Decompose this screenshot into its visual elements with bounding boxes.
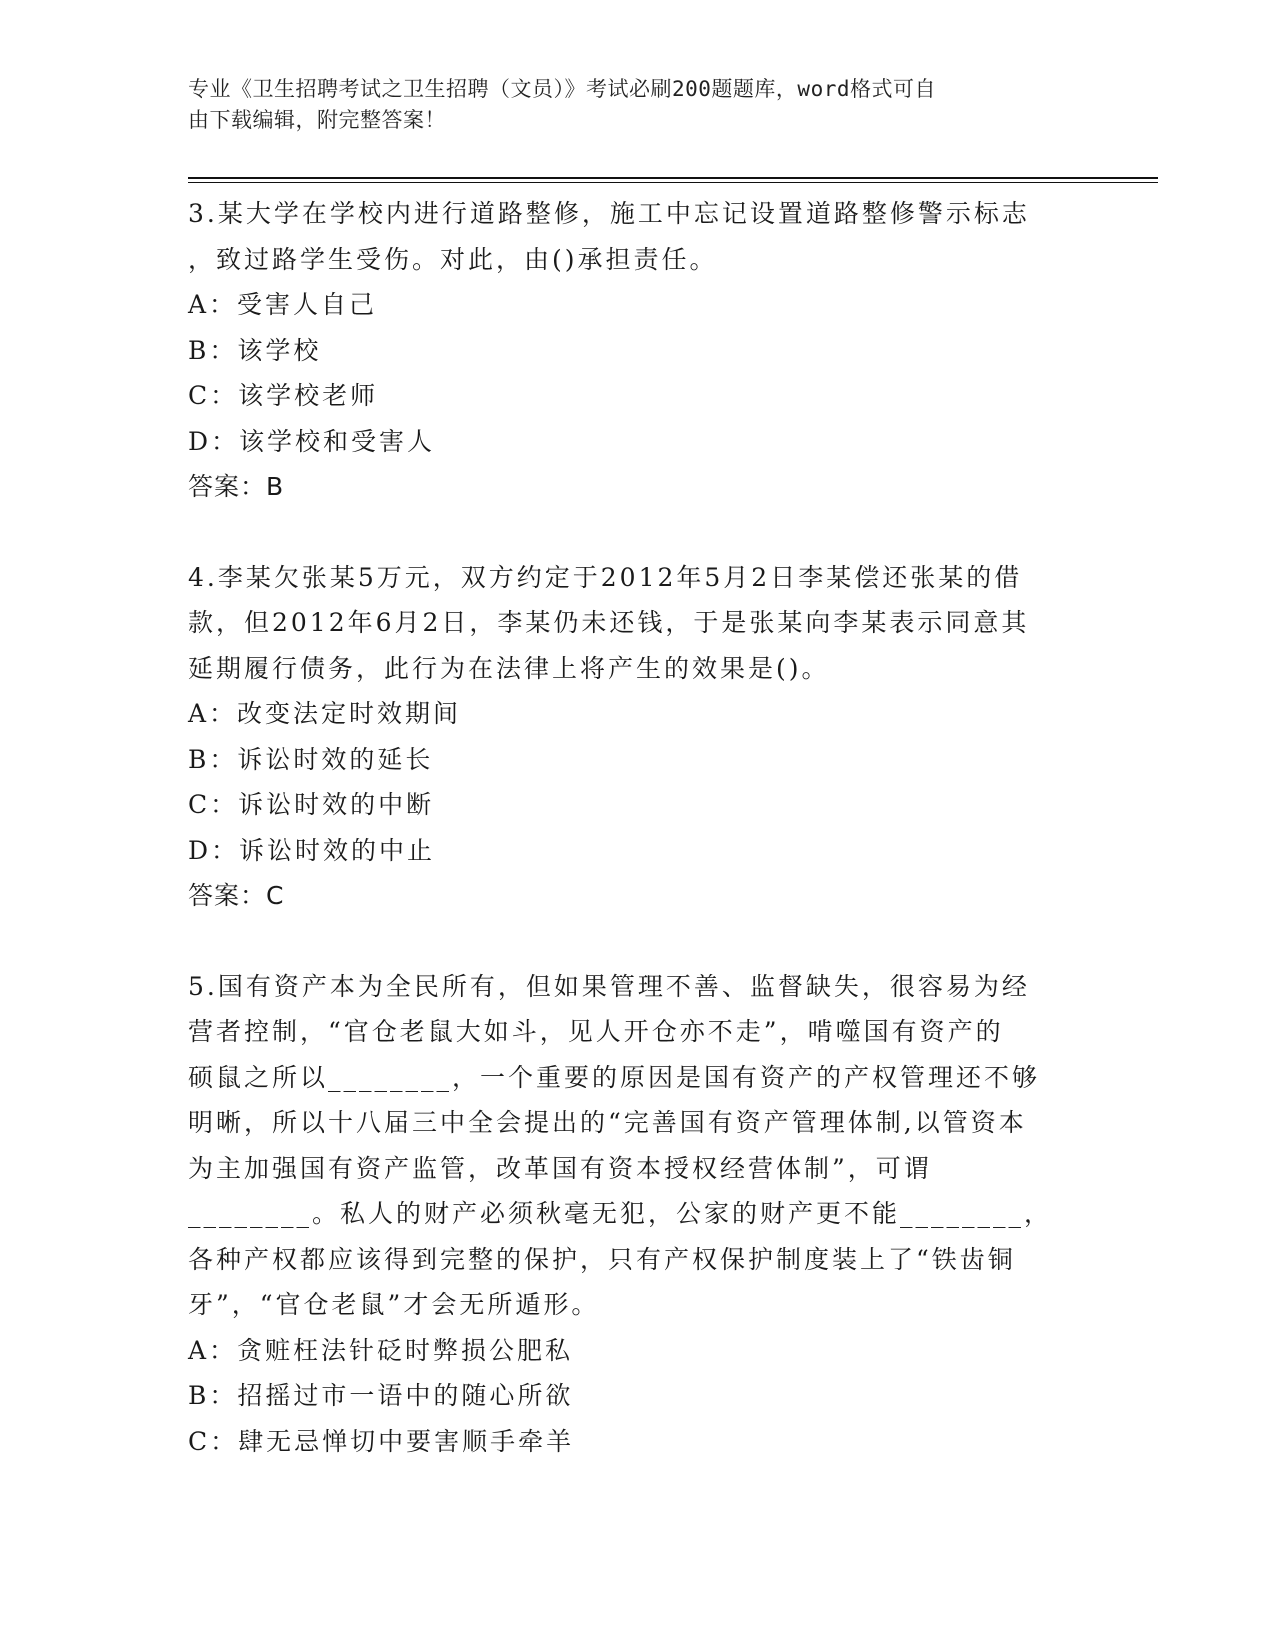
- questions-content: [188, 191, 1088, 1464]
- question-5-line-6: ________。私人的财产必须秋毫无犯，公家的财产更不能________，: [188, 1199, 1053, 1228]
- spacer: [188, 510, 1088, 555]
- document-header: [188, 74, 1068, 136]
- header-line-2: 由下载编辑，附完整答案！: [188, 108, 446, 132]
- header-rule-thin: [188, 182, 1158, 183]
- question-4-line-2: 款，但2012年6月2日，李某仍未还钱，于是张某向李某表示同意其: [188, 608, 1030, 637]
- question-4: [188, 555, 1088, 919]
- header-rule-thick: [188, 177, 1158, 179]
- question-5-line-7: 各种产权都应该得到完整的保护，只有产权保护制度装上了“铁齿铜: [188, 1244, 1016, 1274]
- question-4-line-3: 延期履行债务，此行为在法律上将产生的效果是()。: [188, 653, 830, 683]
- question-3-option-a: A：受害人自己: [188, 290, 378, 319]
- question-5-line-8: 牙”，“官仓老鼠”才会无所遁形。: [188, 1290, 600, 1319]
- question-3: [188, 191, 1088, 510]
- question-5-line-4: 明晰，所以十八届三中全会提出的“完善国有资产管理体制,以管资本: [188, 1108, 1027, 1137]
- question-3-option-d: D：该学校和受害人: [188, 426, 436, 456]
- question-5-line-1: 5.国有资产本为全民所有，但如果管理不善、监督缺失，很容易为经: [188, 971, 1030, 1001]
- question-5-line-3: 硕鼠之所以________，一个重要的原因是国有资产的产权管理还不够: [188, 1062, 1041, 1092]
- question-4-option-a: A：改变法定时效期间: [188, 699, 462, 728]
- question-5-option-a: A：贪赃枉法针砭时弊损公肥私: [188, 1335, 574, 1365]
- question-4-line-1: 4.李某欠张某5万元，双方约定于2012年5月2日李某偿还张某的借: [188, 562, 1023, 592]
- question-3-line-2: ，致过路学生受伤。对此，由()承担责任。: [188, 244, 718, 274]
- spacer: [188, 919, 1088, 964]
- question-4-option-c: C：诉讼时效的中断: [188, 790, 435, 819]
- question-4-answer: 答案：C: [188, 881, 285, 910]
- question-5-option-b: B：招摇过市一语中的随心所欲: [188, 1381, 574, 1410]
- question-3-answer: 答案：B: [188, 472, 285, 501]
- question-5-option-c: C：肆无忌惮切中要害顺手牵羊: [188, 1426, 575, 1456]
- question-5-line-5: 为主加强国有资产监管，改革国有资本授权经营体制”，可谓: [188, 1153, 932, 1183]
- question-3-option-b: B：该学校: [188, 335, 322, 365]
- question-3-option-c: C：该学校老师: [188, 381, 379, 410]
- header-line-1: 专业《卫生招聘考试之卫生招聘（文员）》考试必刷200题题库，word格式可自: [188, 77, 936, 101]
- question-5: [188, 964, 1088, 1465]
- question-4-option-d: D：诉讼时效的中止: [188, 835, 436, 865]
- question-3-line-1: 3.某大学在学校内进行道路整修，施工中忘记设置道路整修警示标志: [188, 199, 1030, 228]
- question-5-line-2: 营者控制，“官仓老鼠大如斗，见人开仓亦不走”，啃噬国有资产的: [188, 1017, 1004, 1046]
- question-4-option-b: B：诉讼时效的延长: [188, 744, 434, 774]
